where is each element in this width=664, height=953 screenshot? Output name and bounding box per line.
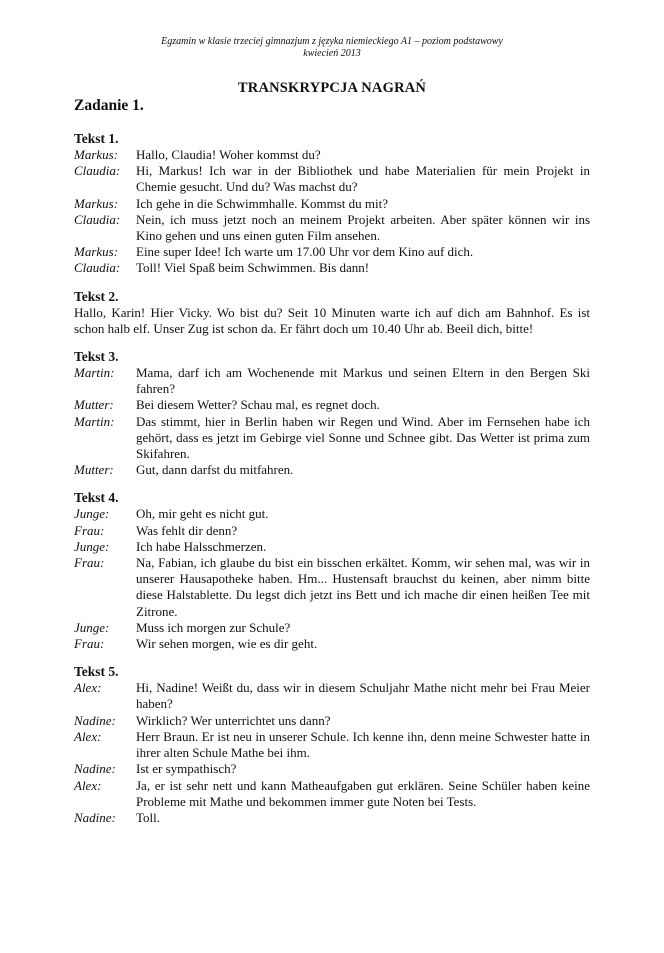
speaker-name: Markus: [74, 195, 119, 211]
document-title: TRANSKRYPCJA NAGRAŃ [237, 80, 427, 96]
speaker-name: Nadine: [74, 712, 116, 728]
dialogue-line [74, 365, 590, 397]
spoken-text: Ist er sympathisch? [136, 761, 237, 777]
spoken-text: Was fehlt dir denn? [136, 522, 238, 538]
speaker-name: Markus: [74, 244, 119, 260]
spoken-text: Ich habe Halsschmerzen. [136, 538, 267, 554]
dialogue-line [74, 729, 590, 761]
spoken-text: Hi, Markus! Ich war in der Bibliothek und habe Materialien für mein Projekt in Chemie gesucht. Und du? Was machst du? [136, 163, 590, 195]
speaker-name: Claudia: [74, 211, 121, 227]
spoken-text: Das stimmt, hier in Berlin haben wir Regen und Wind. Aber im Fernsehen habe ich gehört, dass es jetzt im Gebirge viel Sonne und Schnee gibt. Das Wetter ist prima zum Skifahren. [136, 413, 590, 462]
dialogue-line [74, 761, 590, 777]
dialogue-line [74, 414, 590, 463]
dialogue-line [74, 163, 590, 195]
speaker-name: Markus: [74, 147, 119, 162]
dialogue-line [74, 539, 590, 555]
text-section [74, 131, 590, 277]
speaker-name: Frau: [74, 636, 105, 652]
spoken-text: Herr Braun. Er ist neu in unserer Schule. Ich kenne ihn, denn meine Schwester hatte in ihrer alten Schule Mathe bei ihm. [136, 728, 590, 761]
speaker-name: Claudia: [74, 163, 121, 179]
spoken-text: Wir sehen morgen, wie es dir geht. [136, 636, 318, 652]
dialogue-line [74, 397, 590, 413]
speaker-name: Nadine: [74, 761, 116, 777]
speaker-name: Frau: [74, 555, 105, 571]
section-heading: Tekst 2. [74, 288, 119, 304]
speaker-name: Nadine: [74, 809, 116, 825]
speaker-name: Martin: [74, 413, 115, 429]
speaker-name: Mutter: [74, 462, 114, 478]
text-section [74, 349, 590, 478]
spoken-text: Oh, mir geht es nicht gut. [136, 506, 269, 522]
dialogue-line [74, 244, 590, 260]
speaker-name: Alex: [74, 728, 102, 744]
section-heading: Tekst 4. [74, 490, 119, 506]
speaker-name: Martin: [74, 365, 115, 381]
text-section [74, 289, 590, 337]
spoken-text: Mama, darf ich am Wochenende mit Markus und seinen Eltern in den Bergen Ski fahren? [136, 365, 590, 397]
spoken-text: Na, Fabian, ich glaube du bist ein bisschen erkältet. Komm, wir sehen mal, was wir in unserer Hausapotheke haben. Hm... Hustensaft brauchst du keinen, aber nimm bitte diese Halstablette. Du legst dich jetzt ins Bett und ich mache dir einen heißen Tee mit Zitrone. [136, 555, 590, 619]
dialogue-line [74, 620, 590, 636]
dialogue-line [74, 680, 590, 712]
dialogue-line [74, 462, 590, 478]
dialogue-line [74, 523, 590, 539]
dialogue-line [74, 636, 590, 652]
text-section [74, 490, 590, 652]
spoken-text: Gut, dann darfst du mitfahren. [136, 462, 294, 478]
spoken-text: Eine super Idee! Ich warte um 17.00 Uhr vor dem Kino auf dich. [136, 244, 474, 260]
dialogue-line [74, 147, 590, 163]
speaker-name: Junge: [74, 506, 110, 522]
section-heading: Tekst 1. [74, 131, 119, 146]
spoken-text: Nein, ich muss jetzt noch an meinem Projekt arbeiten. Aber später können wir ins Kino gehen und uns einen guten Film ansehen. [136, 211, 590, 244]
speaker-name: Junge: [74, 619, 110, 635]
text-section [74, 664, 590, 826]
header-line-2: kwiecień 2013 [303, 48, 361, 59]
dialogue-line [74, 260, 590, 276]
speaker-name: Alex: [74, 777, 102, 793]
spoken-text: Hi, Nadine! Weißt du, dass wir in diesem Schuljahr Mathe nicht mehr bei Frau Meier haben? [136, 680, 590, 712]
dialogue-line [74, 778, 590, 810]
speaker-name: Alex: [74, 680, 102, 696]
dialogue-line [74, 506, 590, 522]
spoken-text: Muss ich morgen zur Schule? [136, 619, 291, 635]
spoken-text: Bei diesem Wetter? Schau mal, es regnet doch. [136, 397, 380, 413]
spoken-text: Toll. [136, 809, 161, 825]
section-heading: Tekst 3. [74, 349, 119, 365]
spoken-text: Ja, er ist sehr nett und kann Matheaufgaben gut erklären. Seine Schüler haben keine Probleme mit Mathe und bekommen immer gute Noten bei Tests. [136, 777, 590, 809]
spoken-text: Ich gehe in die Schwimmhalle. Kommst du mit? [136, 195, 389, 211]
exam-header [0, 36, 664, 60]
spoken-text: Wirklich? Wer unterrichtet uns dann? [136, 712, 331, 728]
speaker-name: Junge: [74, 538, 110, 554]
spoken-text: Toll! Viel Spaß beim Schwimmen. Bis dann! [136, 260, 370, 276]
spoken-text: Hallo, Claudia! Woher kommst du? [136, 147, 321, 162]
monologue-paragraph: Hallo, Karin! Hier Vicky. Wo bist du? Seit 10 Minuten warte ich auf dich am Bahnhof. Es ist schon halb elf. Unser Zug ist schon da. Er fährt doch um 10.40 Uhr ab. Beeil dich, bitte! [74, 304, 590, 336]
dialogue-line [74, 555, 590, 620]
task-heading: Zadanie 1. [74, 97, 144, 114]
speaker-name: Mutter: [74, 397, 114, 413]
speaker-name: Frau: [74, 522, 105, 538]
dialogue-line [74, 810, 590, 826]
transcript-body [74, 131, 590, 838]
header-line-1: Egzamin w klasie trzeciej gimnazjum z języka niemieckiego A1 – poziom podstawowy [161, 36, 503, 47]
section-heading: Tekst 5. [74, 664, 119, 680]
dialogue-line [74, 196, 590, 212]
speaker-name: Claudia: [74, 260, 121, 276]
dialogue-line [74, 212, 590, 244]
dialogue-line [74, 713, 590, 729]
